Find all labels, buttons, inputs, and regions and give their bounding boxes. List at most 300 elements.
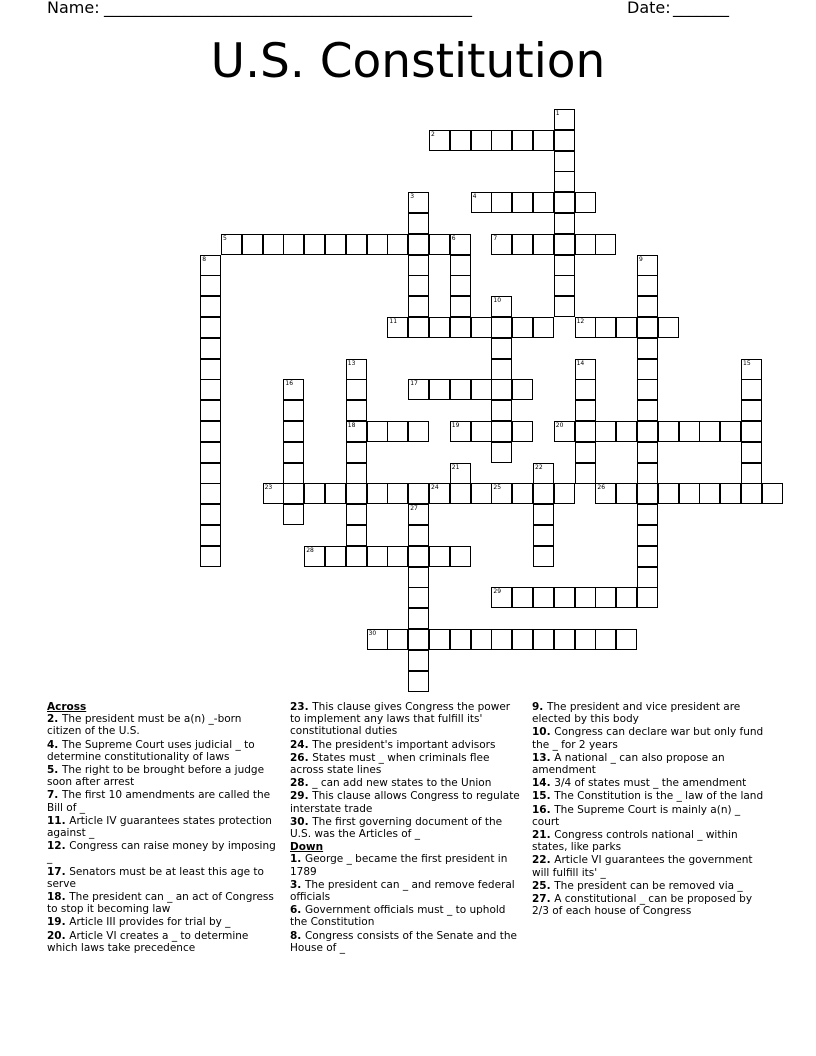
clue-item [47, 916, 279, 928]
grid-cell[interactable] [512, 587, 533, 608]
grid-cell[interactable] [616, 629, 637, 650]
grid-cell[interactable] [387, 234, 408, 255]
grid-cell[interactable] [450, 275, 471, 296]
clue-item [532, 829, 764, 853]
grid-cell[interactable] [637, 255, 658, 276]
clue-text: Congress can raise money by imposing _ [47, 840, 276, 865]
clue-text: The president can be removed via _ [554, 879, 743, 892]
down-heading: Down [290, 841, 324, 854]
clue-text: This clause gives Congress the power to implement any laws that fulfill its' constitutional duties [290, 701, 511, 738]
grid-cell[interactable] [575, 379, 596, 400]
clue-number-label: 7. [47, 789, 62, 802]
grid-cell[interactable] [408, 275, 429, 296]
grid-cell[interactable] [387, 421, 408, 442]
grid-cell[interactable] [450, 546, 471, 567]
grid-cell[interactable] [408, 421, 429, 442]
grid-cell[interactable] [533, 317, 554, 338]
grid-cell[interactable] [471, 379, 492, 400]
clue-number: 14 [576, 359, 585, 367]
clue-number-label: 6. [290, 904, 305, 917]
grid-cell[interactable] [679, 421, 700, 442]
clue-number: 16 [285, 380, 294, 388]
grid-cell[interactable] [637, 296, 658, 317]
grid-cell[interactable] [200, 400, 221, 421]
grid-cell[interactable] [699, 483, 720, 504]
clue-number-label: 16. [532, 803, 555, 816]
clue-item [532, 804, 764, 828]
grid-cell[interactable] [408, 546, 429, 567]
grid-cell[interactable] [408, 192, 429, 213]
grid-cell[interactable] [221, 234, 242, 255]
grid-cell[interactable] [512, 130, 533, 151]
clue-number-label: 23. [290, 701, 313, 713]
grid-cell[interactable] [450, 483, 471, 504]
grid-cell[interactable] [554, 171, 575, 192]
clue-text: A constitutional _ can be proposed by 2/3 of each house of Congress [532, 893, 753, 918]
page-title: U.S. Constitution [210, 34, 606, 89]
grid-cell[interactable] [491, 629, 512, 650]
date-label: Date: [627, 0, 671, 17]
grid-cell[interactable] [325, 483, 346, 504]
grid-cell[interactable] [637, 546, 658, 567]
grid-cell[interactable] [741, 400, 762, 421]
grid-cell[interactable] [575, 359, 596, 380]
clue-item [47, 764, 279, 788]
grid-cell[interactable] [575, 421, 596, 442]
clue-number: 17 [410, 380, 418, 388]
grid-cell[interactable] [637, 359, 658, 380]
clue-text: Article III provides for trial by _ [69, 916, 231, 929]
clue-text: _ can add new states to the Union [312, 777, 492, 790]
grid-cell[interactable] [408, 525, 429, 546]
grid-cell[interactable] [595, 234, 616, 255]
clue-text: The right to be brought before a judge soon after arrest [47, 764, 265, 789]
grid-cell[interactable] [200, 317, 221, 338]
grid-cell[interactable] [429, 483, 450, 504]
grid-cell[interactable] [575, 463, 596, 484]
grid-cell[interactable] [575, 234, 596, 255]
clue-number-label: 11. [47, 814, 70, 827]
grid-cell[interactable] [387, 629, 408, 650]
grid-cell[interactable] [533, 192, 554, 213]
clue-item [532, 777, 764, 789]
grid-cell[interactable] [575, 442, 596, 463]
clue-text: Government officials must _ to uphold the Constitution [290, 904, 506, 929]
grid-cell[interactable] [408, 650, 429, 671]
grid-cell[interactable] [491, 587, 512, 608]
grid-cell[interactable] [200, 442, 221, 463]
clue-text: Congress controls national _ within states, like parks [532, 829, 738, 854]
grid-cell[interactable] [637, 525, 658, 546]
clue-text: The president's important advisors [312, 738, 496, 751]
clue-number: 9 [639, 255, 643, 263]
clue-number: 24 [431, 484, 439, 492]
grid-cell[interactable] [408, 567, 429, 588]
clue-number-label: 3. [290, 878, 305, 891]
grid-cell[interactable] [283, 504, 304, 525]
grid-cell[interactable] [471, 130, 492, 151]
across-clue-list-continued [290, 701, 522, 840]
grid-cell[interactable] [325, 546, 346, 567]
grid-cell[interactable] [387, 317, 408, 338]
grid-cell[interactable] [491, 192, 512, 213]
grid-cell[interactable] [658, 421, 679, 442]
clue-number: 29 [493, 588, 502, 596]
grid-cell[interactable] [304, 234, 325, 255]
grid-cell[interactable] [575, 400, 596, 421]
grid-cell[interactable] [512, 629, 533, 650]
grid-cell[interactable] [200, 275, 221, 296]
grid-cell[interactable] [450, 421, 471, 442]
clue-number: 18 [347, 422, 356, 429]
grid-cell[interactable] [533, 629, 554, 650]
clue-text: The Constitution is the _ law of the land [554, 790, 764, 803]
grid-cell[interactable] [491, 483, 512, 504]
clue-number-label: 24. [290, 738, 313, 751]
grid-cell[interactable] [429, 234, 450, 255]
grid-cell[interactable] [533, 587, 554, 608]
clue-number: 28 [306, 546, 314, 554]
grid-cell[interactable] [408, 483, 429, 504]
clue-item [290, 930, 522, 954]
grid-cell[interactable] [367, 629, 388, 650]
clue-item [290, 701, 522, 738]
grid-cell[interactable] [554, 421, 575, 442]
grid-cell[interactable] [554, 587, 575, 608]
grid-cell[interactable] [408, 608, 429, 629]
date-input-line[interactable]: _______ [673, 0, 729, 17]
grid-cell[interactable] [263, 483, 284, 504]
grid-cell[interactable] [346, 463, 367, 484]
clue-number-label: 18. [47, 891, 70, 904]
grid-cell[interactable] [429, 317, 450, 338]
grid-cell[interactable] [491, 234, 512, 255]
clue-number-label: 17. [47, 865, 70, 878]
grid-cell[interactable] [283, 421, 304, 442]
grid-cell[interactable] [200, 338, 221, 359]
grid-cell[interactable] [200, 483, 221, 504]
grid-cell[interactable] [741, 463, 762, 484]
clue-number: 20 [555, 422, 564, 429]
grid-cell[interactable] [699, 421, 720, 442]
grid-cell[interactable] [304, 483, 325, 504]
grid-cell[interactable] [450, 463, 471, 484]
grid-cell[interactable] [200, 525, 221, 546]
grid-cell[interactable] [491, 379, 512, 400]
grid-cell[interactable] [595, 483, 616, 504]
name-label: Name: [47, 0, 100, 17]
grid-cell[interactable] [200, 359, 221, 380]
grid-cell[interactable] [554, 234, 575, 255]
grid-cell[interactable] [575, 317, 596, 338]
grid-cell[interactable] [554, 629, 575, 650]
grid-cell[interactable] [637, 463, 658, 484]
grid-cell[interactable] [512, 379, 533, 400]
grid-cell[interactable] [283, 234, 304, 255]
clue-item [290, 879, 522, 903]
grid-cell[interactable] [471, 629, 492, 650]
clue-number: 25 [493, 484, 502, 492]
grid-cell[interactable] [387, 483, 408, 504]
grid-cell[interactable] [263, 234, 284, 255]
clue-number: 22 [535, 463, 543, 471]
clue-number: 1 [555, 110, 560, 117]
grid-cell[interactable] [554, 255, 575, 276]
grid-cell[interactable] [450, 296, 471, 317]
grid-cell[interactable] [408, 296, 429, 317]
grid-cell[interactable] [325, 234, 346, 255]
grid-cell[interactable] [200, 255, 221, 276]
grid-cell[interactable] [637, 338, 658, 359]
grid-cell[interactable] [616, 421, 637, 442]
clue-number-label: 2. [47, 713, 62, 726]
grid-cell[interactable] [533, 130, 554, 151]
clue-item [290, 752, 522, 776]
grid-cell[interactable] [346, 546, 367, 567]
clue-number: 19 [451, 422, 460, 429]
clues-column-2 [290, 701, 522, 955]
down-clue-list [290, 853, 522, 954]
grid-cell[interactable] [491, 359, 512, 380]
grid-cell[interactable] [741, 483, 762, 504]
grid-cell[interactable] [637, 317, 658, 338]
clue-text: The Supreme Court is mainly a(n) _ court [532, 803, 741, 828]
grid-cell[interactable] [533, 483, 554, 504]
grid-cell[interactable] [637, 400, 658, 421]
grid-cell[interactable] [491, 442, 512, 463]
clue-text: The first governing document of the U.S. was the Articles of _ [290, 815, 503, 841]
grid-cell[interactable] [554, 109, 575, 130]
grid-cell[interactable] [242, 234, 263, 255]
clue-text: The president can _ an act of Congress to stop it becoming law [47, 891, 274, 916]
grid-cell[interactable] [616, 317, 637, 338]
grid-cell[interactable] [387, 546, 408, 567]
grid-cell[interactable] [616, 483, 637, 504]
clue-item [47, 866, 279, 890]
grid-cell[interactable] [637, 379, 658, 400]
clue-item [532, 893, 764, 917]
clue-item [47, 789, 279, 813]
grid-cell[interactable] [200, 546, 221, 567]
grid-cell[interactable] [408, 255, 429, 276]
clue-item [290, 739, 522, 751]
grid-cell[interactable] [408, 213, 429, 234]
clue-number: 30 [368, 630, 377, 637]
grid-cell[interactable] [616, 587, 637, 608]
grid-cell[interactable] [408, 671, 429, 692]
grid-cell[interactable] [450, 234, 471, 255]
grid-cell[interactable] [491, 400, 512, 421]
clue-text: States must _ when criminals flee across state lines [290, 751, 490, 777]
grid-cell[interactable] [408, 629, 429, 650]
grid-cell[interactable] [554, 275, 575, 296]
grid-cell[interactable] [595, 317, 616, 338]
grid-cell[interactable] [367, 421, 388, 442]
grid-cell[interactable] [554, 296, 575, 317]
grid-cell[interactable] [554, 483, 575, 504]
grid-cell[interactable] [429, 546, 450, 567]
grid-cell[interactable] [575, 587, 596, 608]
grid-cell[interactable] [346, 442, 367, 463]
clue-number-label: 13. [532, 751, 555, 764]
grid-cell[interactable] [200, 504, 221, 525]
clue-item [47, 739, 279, 763]
grid-cell[interactable] [637, 421, 658, 442]
grid-cell[interactable] [283, 442, 304, 463]
grid-cell[interactable] [283, 379, 304, 400]
grid-cell[interactable] [346, 504, 367, 525]
grid-cell[interactable] [200, 296, 221, 317]
clue-item [290, 904, 522, 928]
grid-cell[interactable] [512, 483, 533, 504]
grid-cell[interactable] [408, 587, 429, 608]
clue-number: 12 [576, 318, 585, 325]
grid-cell[interactable] [637, 483, 658, 504]
clue-text: The president can _ and remove federal officials [290, 878, 515, 904]
grid-cell[interactable] [283, 483, 304, 504]
grid-cell[interactable] [367, 234, 388, 255]
grid-cell[interactable] [450, 130, 471, 151]
clue-item [532, 880, 764, 892]
grid-cell[interactable] [304, 546, 325, 567]
name-input-line[interactable]: ______________________________________________ [104, 0, 472, 17]
clue-number-label: 15. [532, 790, 555, 803]
grid-cell[interactable] [283, 463, 304, 484]
clue-text: Article VI guarantees the government will fulfill its' _ [532, 854, 753, 879]
grid-cell[interactable] [512, 421, 533, 442]
grid-cell[interactable] [408, 379, 429, 400]
grid-cell[interactable] [491, 421, 512, 442]
grid-cell[interactable] [367, 483, 388, 504]
grid-cell[interactable] [346, 234, 367, 255]
clue-text: Congress can declare war but only fund the _ for 2 years [532, 726, 764, 751]
grid-cell[interactable] [408, 234, 429, 255]
clue-item [47, 840, 279, 864]
grid-cell[interactable] [471, 421, 492, 442]
clue-number: 7 [493, 234, 498, 242]
clue-item [47, 815, 279, 839]
grid-cell[interactable] [533, 546, 554, 567]
clue-number: 27 [410, 505, 418, 513]
grid-cell[interactable] [533, 234, 554, 255]
grid-cell[interactable] [200, 463, 221, 484]
clue-number: 26 [597, 484, 606, 492]
grid-cell[interactable] [471, 192, 492, 213]
clue-number-label: 27. [532, 893, 555, 906]
grid-cell[interactable] [512, 234, 533, 255]
grid-cell[interactable] [637, 587, 658, 608]
grid-cell[interactable] [658, 317, 679, 338]
grid-cell[interactable] [346, 421, 367, 442]
grid-cell[interactable] [408, 317, 429, 338]
grid-cell[interactable] [346, 400, 367, 421]
grid-cell[interactable] [637, 504, 658, 525]
grid-cell[interactable] [762, 483, 783, 504]
grid-cell[interactable] [533, 463, 554, 484]
grid-cell[interactable] [720, 421, 741, 442]
grid-cell[interactable] [637, 442, 658, 463]
grid-cell[interactable] [512, 192, 533, 213]
grid-cell[interactable] [346, 525, 367, 546]
grid-cell[interactable] [533, 504, 554, 525]
clue-text: The president and vice president are elected by this body [532, 701, 741, 726]
grid-cell[interactable] [575, 629, 596, 650]
clue-number-label: 10. [532, 726, 555, 739]
down-clue-list-continued [532, 701, 764, 917]
grid-cell[interactable] [637, 567, 658, 588]
clue-text: The first 10 amendments are called the Bill of _ [47, 789, 271, 814]
grid-cell[interactable] [450, 629, 471, 650]
clue-number-label: 26. [290, 751, 313, 764]
grid-cell[interactable] [554, 130, 575, 151]
clue-text: Congress consists of the Senate and the House of _ [290, 929, 517, 954]
grid-cell[interactable] [575, 192, 596, 213]
clue-number-label: 1. [290, 853, 305, 866]
grid-cell[interactable] [471, 483, 492, 504]
grid-cell[interactable] [741, 442, 762, 463]
grid-cell[interactable] [741, 359, 762, 380]
grid-cell[interactable] [429, 629, 450, 650]
grid-cell[interactable] [450, 379, 471, 400]
grid-cell[interactable] [429, 130, 450, 151]
clue-item [47, 930, 279, 954]
grid-cell[interactable] [554, 151, 575, 172]
grid-cell[interactable] [367, 546, 388, 567]
clue-item [290, 816, 522, 840]
clue-number-label: 30. [290, 815, 313, 828]
grid-cell[interactable] [408, 504, 429, 525]
clue-item [47, 891, 279, 915]
grid-cell[interactable] [450, 255, 471, 276]
clue-number-label: 4. [47, 738, 62, 751]
grid-cell[interactable] [283, 400, 304, 421]
grid-cell[interactable] [471, 317, 492, 338]
grid-cell[interactable] [595, 629, 616, 650]
grid-cell[interactable] [679, 483, 700, 504]
grid-cell[interactable] [554, 213, 575, 234]
grid-cell[interactable] [450, 317, 471, 338]
grid-cell[interactable] [346, 359, 367, 380]
grid-cell[interactable] [595, 587, 616, 608]
grid-cell[interactable] [346, 483, 367, 504]
clue-text: Senators must be at least this age to serve [47, 865, 264, 890]
grid-cell[interactable] [658, 483, 679, 504]
grid-cell[interactable] [595, 421, 616, 442]
grid-cell[interactable] [554, 192, 575, 213]
grid-cell[interactable] [741, 421, 762, 442]
grid-cell[interactable] [491, 296, 512, 317]
grid-cell[interactable] [491, 317, 512, 338]
grid-cell[interactable] [533, 525, 554, 546]
clue-number-label: 19. [47, 916, 70, 929]
grid-cell[interactable] [346, 379, 367, 400]
clue-text: A national _ can also propose an amendment [532, 751, 725, 777]
clue-item [290, 777, 522, 789]
grid-cell[interactable] [720, 483, 741, 504]
clue-number: 4 [472, 193, 477, 201]
grid-cell[interactable] [741, 379, 762, 400]
grid-cell[interactable] [200, 421, 221, 442]
grid-cell[interactable] [491, 130, 512, 151]
grid-cell[interactable] [491, 338, 512, 359]
grid-cell[interactable] [512, 317, 533, 338]
grid-cell[interactable] [429, 379, 450, 400]
grid-cell[interactable] [637, 275, 658, 296]
grid-cell[interactable] [200, 379, 221, 400]
clue-number: 23 [264, 484, 273, 492]
clue-number: 3 [410, 193, 415, 201]
clue-item [290, 790, 522, 814]
